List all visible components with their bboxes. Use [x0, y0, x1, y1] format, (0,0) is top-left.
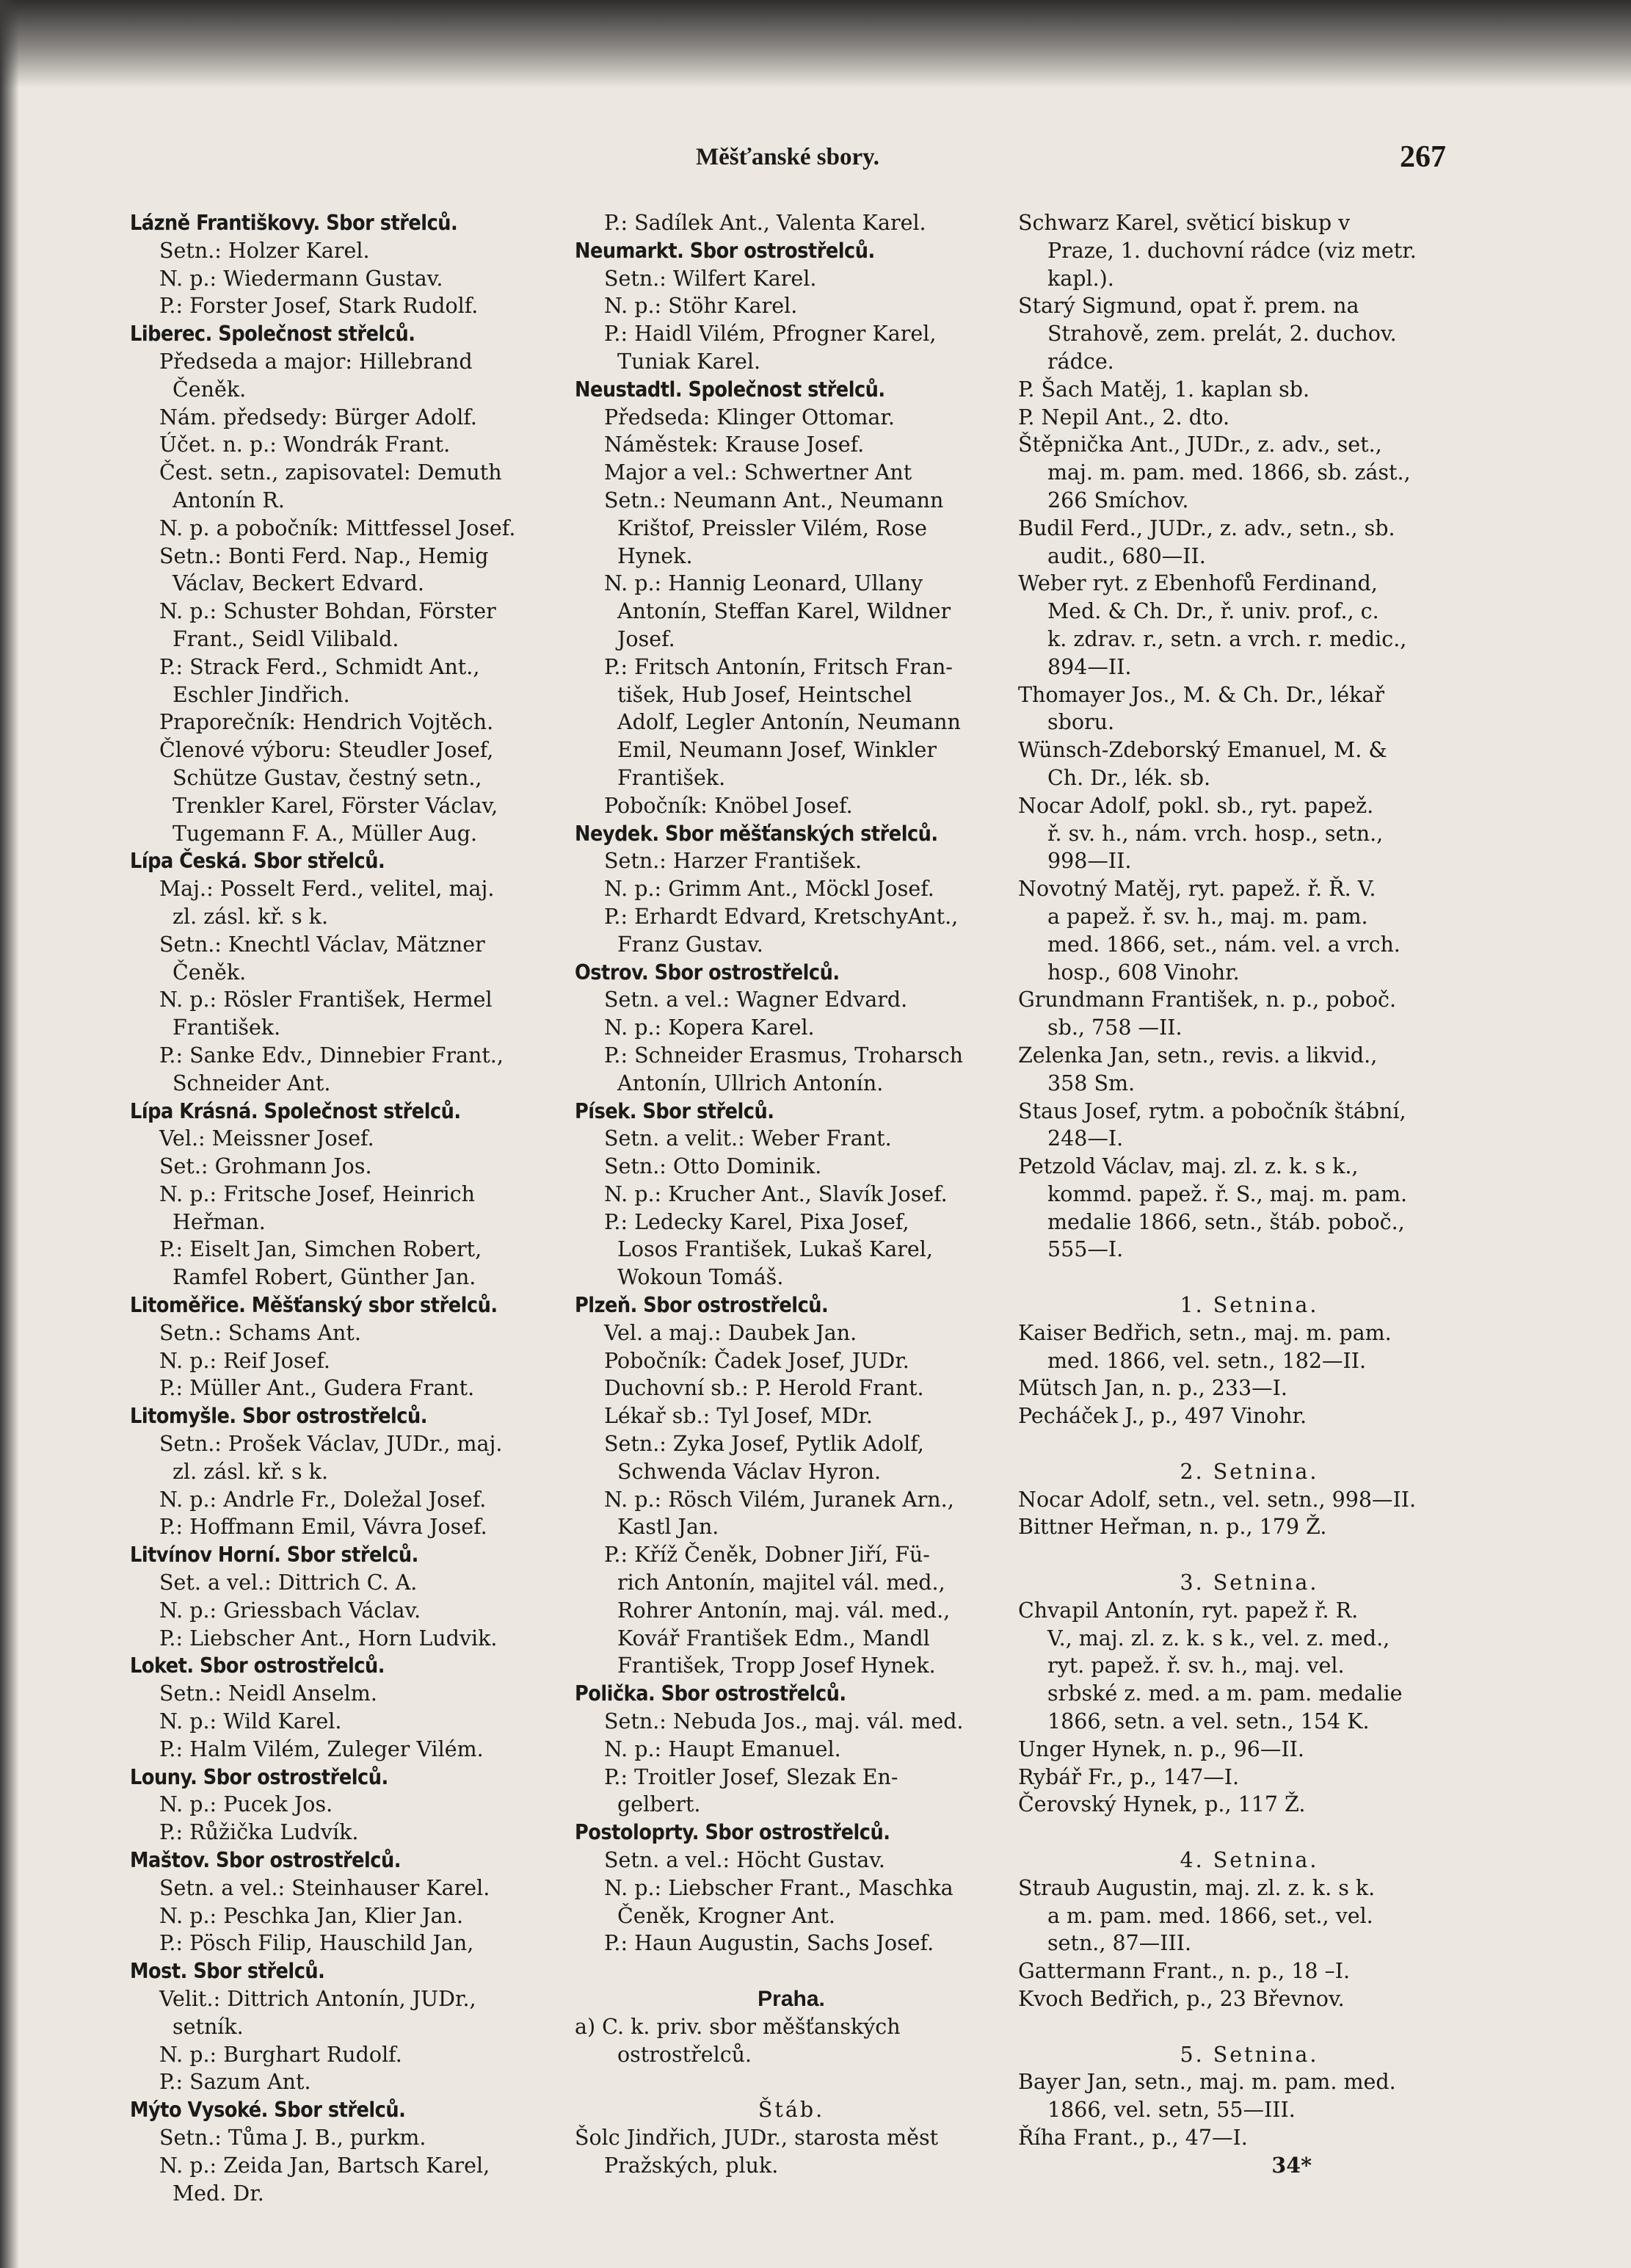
text-line: Rohrer Antonín, maj. vál. med., — [617, 1598, 951, 1623]
text-line: P.: Sanke Edv., Dinnebier Frant., — [159, 1043, 504, 1068]
spacer — [1018, 1819, 1481, 1847]
text-line: ostrostřelců. — [617, 2042, 752, 2067]
text-line: N. p. a pobočník: Mittfessel Josef. — [159, 515, 516, 540]
text-line: N. p.: Grimm Ant., Möckl Josef. — [604, 877, 934, 902]
text-line: setn., 87—III. — [1047, 1931, 1192, 1956]
text-line: Unger Hynek, n. p., 96—II. — [1018, 1736, 1304, 1761]
text-line: Set. a vel.: Dittrich C. A. — [159, 1570, 418, 1595]
text-line: Říha Frant., p., 47—I. — [1018, 2125, 1248, 2150]
text-line: Praze, 1. duchovní rádce (viz metr. — [1047, 238, 1417, 263]
text-line: 4. Setnina. — [1180, 1848, 1319, 1873]
text-line: P.: Halm Vilém, Zuleger Vilém. — [159, 1736, 484, 1761]
text-line: P.: Erhardt Edvard, KretschyAnt., — [604, 904, 959, 929]
text-line: N. p.: Burghart Rudolf. — [159, 2042, 402, 2067]
text-line: Setn.: Bonti Ferd. Nap., Hemig — [159, 543, 489, 568]
text-line: Ramfel Robert, Günther Jan. — [172, 1265, 476, 1290]
text-line: P.: Schneider Erasmus, Troharsch — [604, 1043, 963, 1068]
text-line: Setn.: Schams Ant. — [159, 1320, 361, 1345]
text-line: Hynek. — [617, 543, 693, 568]
text-line: 1866, setn. a vel. setn., 154 K. — [1047, 1709, 1370, 1734]
text-line: Duchovní sb.: P. Herold Frant. — [604, 1376, 924, 1401]
text-line: Účet. n. p.: Wondrák Frant. — [159, 432, 451, 457]
text-line: zl. zásl. kř. s k. — [172, 904, 329, 929]
spacer — [575, 1957, 1008, 1985]
text-line: Maj.: Posselt Ferd., velitel, maj. — [159, 877, 495, 902]
text-line: Předseda a major: Hillebrand — [159, 349, 473, 374]
text-line: Štáb. — [758, 2098, 825, 2123]
text-line: P. Nepil Ant., 2. dto. — [1018, 405, 1230, 430]
text-line: Losos František, Lukaš Karel, — [617, 1237, 933, 1262]
spacer — [1018, 2013, 1481, 2041]
text-line: Praha. — [758, 1987, 825, 2011]
section-heading: Neustadtl. Společnost střelců. — [575, 377, 885, 402]
text-line: Setn.: Tůma J. B., purkm. — [159, 2125, 426, 2150]
text-line: N. p.: Wild Karel. — [159, 1709, 342, 1734]
section-heading: Polička. Sbor ostrostřelců. — [575, 1681, 846, 1706]
spacer — [1018, 1264, 1481, 1291]
text-line: Členové výboru: Steudler Josef, — [159, 738, 494, 763]
text-line: rich Antonín, majitel vál. med., — [617, 1570, 945, 1595]
text-line: Vel.: Meissner Josef. — [159, 1126, 374, 1151]
page-number: 267 — [1400, 140, 1446, 174]
text-line: N. p.: Pucek Jos. — [159, 1792, 333, 1817]
text-line: Setn.: Harzer František. — [604, 849, 862, 874]
text-line: Wokoun Tomáš. — [617, 1265, 784, 1290]
text-line: Setn.: Neidl Anselm. — [159, 1681, 377, 1706]
text-line: audit., 680—II. — [1047, 543, 1206, 568]
text-line: Starý Sigmund, opat ř. prem. na — [1018, 294, 1359, 319]
text-line: N. p.: Stöhr Karel. — [604, 294, 798, 319]
text-line: Setn.: Nebuda Jos., maj. vál. med. — [604, 1709, 964, 1734]
spacer — [1018, 1541, 1481, 1569]
text-line: Velit.: Dittrich Antonín, JUDr., — [159, 1987, 476, 2011]
section-heading: Most. Sbor střelců. — [130, 1959, 325, 1984]
spacer — [575, 2068, 1008, 2096]
text-line: P.: Haun Augustin, Sachs Josef. — [604, 1931, 934, 1956]
section-heading: Neydek. Sbor měšťanských střelců. — [575, 821, 938, 846]
text-line: kapl.). — [1047, 266, 1114, 291]
text-line: a) C. k. priv. sbor měšťanských — [575, 2014, 901, 2039]
text-line: Franz Gustav. — [617, 932, 763, 957]
text-line: Antonín, Steffan Karel, Wildner — [617, 599, 951, 624]
section-heading: Litomyšle. Sbor ostrostřelců. — [130, 1404, 427, 1429]
text-line: tišek, Hub Josef, Heintschel — [617, 682, 912, 707]
section-heading: Louny. Sbor ostrostřelců. — [130, 1764, 388, 1789]
text-line: N. p.: Schuster Bohdan, Förster — [159, 599, 496, 624]
section-heading: Neumarkt. Sbor ostrostřelců. — [575, 238, 875, 263]
text-line: Gattermann Frant., n. p., 18 –I. — [1018, 1959, 1351, 1984]
text-line: N. p.: Fritsche Josef, Heinrich — [159, 1181, 476, 1206]
text-line: N. p.: Wiedermann Gustav. — [159, 266, 443, 291]
text-line: Nocar Adolf, setn., vel. setn., 998—II. — [1018, 1487, 1417, 1512]
text-line: Setn.: Neumann Ant., Neumann — [604, 488, 944, 512]
text-line: Setn. a vel.: Wagner Edvard. — [604, 988, 908, 1012]
text-line: Čeněk, Krogner Ant. — [617, 1903, 835, 1928]
text-line: Set.: Grohmann Jos. — [159, 1154, 372, 1179]
text-line: Bittner Heřman, n. p., 179 Ž. — [1018, 1515, 1327, 1540]
text-line: František. — [172, 1015, 281, 1040]
text-line: Kovář František Edm., Mandl — [617, 1626, 930, 1651]
text-line: P.: Müller Ant., Gudera Frant. — [159, 1376, 475, 1401]
text-line: sboru. — [1047, 710, 1115, 735]
text-line: Schwarz Karel, světicí biskup v — [1018, 211, 1351, 235]
text-column-3 — [1018, 209, 1481, 2180]
text-line: med. 1866, set., nám. vel. a vrch. — [1047, 932, 1401, 957]
text-line: Setn.: Wilfert Karel. — [604, 266, 817, 291]
text-line: Setn.: Knechtl Václav, Mätzner — [159, 932, 485, 957]
text-line: hosp., 608 Vinohr. — [1047, 960, 1240, 985]
text-line: P.: Kříž Čeněk, Dobner Jiří, Fü- — [604, 1543, 930, 1568]
text-line: Grundmann František, n. p., poboč. — [1018, 988, 1397, 1012]
text-line: setník. — [172, 2014, 244, 2039]
text-line: P.: Sazum Ant. — [159, 2070, 311, 2095]
text-line: Med. & Ch. Dr., ř. univ. prof., c. — [1047, 599, 1379, 624]
text-line: Budil Ferd., JUDr., z. adv., setn., sb. — [1018, 515, 1395, 540]
text-line: maj. m. pam. med. 1866, sb. zást., — [1047, 460, 1411, 485]
text-line: P.: Hoffmann Emil, Vávra Josef. — [159, 1515, 487, 1540]
text-line: 555—I. — [1047, 1237, 1124, 1262]
text-line: Tuniak Karel. — [617, 349, 761, 374]
text-line: Čeněk. — [172, 960, 247, 985]
text-line: 34* — [1271, 2152, 1312, 2178]
section-heading: Písek. Sbor střelců. — [575, 1098, 774, 1123]
text-line: Med. Dr. — [172, 2181, 264, 2206]
text-line: Adolf, Legler Antonín, Neumann — [617, 710, 961, 735]
text-line: 2. Setnina. — [1180, 1459, 1319, 1484]
text-line: P.: Troitler Josef, Slezak En- — [604, 1764, 898, 1789]
text-line: Wünsch-Zdeborský Emanuel, M. & — [1018, 738, 1387, 763]
text-line: kommd. papež. ř. S., maj. m. pam. — [1047, 1181, 1408, 1206]
text-column-2 — [575, 209, 1008, 2180]
text-line: Bayer Jan, setn., maj. m. pam. med. — [1018, 2070, 1396, 2095]
text-line: Tugemann F. A., Müller Aug. — [172, 821, 478, 846]
text-line: P.: Fritsch Antonín, Fritsch Fran- — [604, 654, 953, 679]
running-title: Měšťanské sbory. — [696, 144, 880, 170]
text-line: 358 Sm. — [1047, 1070, 1136, 1095]
page-header — [0, 140, 1631, 188]
text-line: Setn.: Holzer Karel. — [159, 238, 370, 263]
text-line: 5. Setnina. — [1180, 2042, 1319, 2067]
text-line: N. p.: Peschka Jan, Klier Jan. — [159, 1903, 464, 1928]
text-line: Krištof, Preissler Vilém, Rose — [617, 515, 928, 540]
text-line: P.: Ledecky Karel, Pixa Josef, — [604, 1209, 909, 1234]
text-line: Strahově, zem. prelát, 2. duchov. — [1047, 322, 1397, 347]
text-line: srbské z. med. a m. pam. medalie — [1047, 1681, 1403, 1706]
text-line: N. p.: Zeida Jan, Bartsch Karel, — [159, 2153, 490, 2178]
text-line: Schneider Ant. — [172, 1070, 331, 1095]
text-line: Heřman. — [172, 1209, 266, 1234]
text-line: Čeněk. — [172, 377, 247, 402]
text-line: Antonín R. — [172, 488, 285, 512]
text-line: Chvapil Antonín, ryt. papež ř. R. — [1018, 1598, 1359, 1623]
text-line: Náměstek: Krause Josef. — [604, 432, 865, 457]
text-line: Zelenka Jan, setn., revis. a likvid., — [1018, 1043, 1378, 1068]
text-line: 266 Smíchov. — [1047, 488, 1189, 512]
text-line: Kvoch Bedřich, p., 23 Břevnov. — [1018, 1987, 1345, 2011]
text-line: k. zdrav. r., setn. a vrch. r. medic., — [1047, 626, 1407, 651]
section-heading: Plzeň. Sbor ostrostřelců. — [575, 1293, 829, 1318]
text-line: N. p.: Haupt Emanuel. — [604, 1736, 841, 1761]
text-line: Novotný Matěj, ryt. papež. ř. Ř. V. — [1018, 877, 1376, 902]
text-line: Nocar Adolf, pokl. sb., ryt. papež. — [1018, 793, 1374, 818]
text-line: 248—I. — [1047, 1126, 1124, 1151]
text-line: Ch. Dr., lék. sb. — [1047, 765, 1211, 790]
text-line: V., maj. zl. z. k. s k., vel. z. med., — [1047, 1626, 1390, 1651]
text-line: Čerovský Hynek, p., 117 Ž. — [1018, 1792, 1306, 1817]
section-heading: Maštov. Sbor ostrostřelců. — [130, 1848, 401, 1873]
text-line: Josef. — [617, 626, 675, 651]
section-heading: Liberec. Společnost střelců. — [130, 322, 415, 347]
text-line: Setn.: Otto Dominik. — [604, 1154, 822, 1179]
text-line: Praporečník: Hendrich Vojtěch. — [159, 710, 494, 735]
text-line: N. p.: Kopera Karel. — [604, 1015, 815, 1040]
text-line: Frant., Seidl Vilibald. — [172, 626, 399, 651]
text-line: Předseda: Klinger Ottomar. — [604, 405, 895, 430]
text-line: N. p.: Rösler František, Hermel — [159, 988, 493, 1012]
text-line: Pecháček J., p., 497 Vinohr. — [1018, 1404, 1307, 1429]
text-line: rádce. — [1047, 349, 1114, 374]
section-heading: Ostrov. Sbor ostrostřelců. — [575, 960, 840, 985]
text-line: Pražských, pluk. — [604, 2153, 779, 2178]
text-line: Šolc Jindřich, JUDr., starosta měst — [575, 2125, 939, 2150]
text-line: Straub Augustin, maj. zl. z. k. s k. — [1018, 1875, 1376, 1900]
text-line: N. p.: Hannig Leonard, Ullany — [604, 571, 923, 596]
text-line: Nám. předsedy: Bürger Adolf. — [159, 405, 477, 430]
section-heading: Litvínov Horní. Sbor střelců. — [130, 1543, 418, 1568]
text-line: medalie 1866, setn., štáb. poboč., — [1047, 1209, 1405, 1234]
text-line: Setn.: Prošek Václav, JUDr., maj. — [159, 1432, 503, 1457]
text-line: Petzold Václav, maj. zl. z. k. s k., — [1018, 1154, 1359, 1179]
text-line: ř. sv. h., nám. vrch. hosp., setn., — [1047, 821, 1384, 846]
text-line: sb., 758 —II. — [1047, 1015, 1183, 1040]
text-line: P.: Haidl Vilém, Pfrogner Karel, — [604, 322, 937, 347]
text-line: 1. Setnina. — [1180, 1293, 1319, 1318]
text-line: ryt. papež. ř. sv. h., maj. vel. — [1047, 1653, 1345, 1678]
text-line: a papež. ř. sv. h., maj. m. pam. — [1047, 904, 1368, 929]
text-line: Setn. a velit.: Weber Frant. — [604, 1126, 892, 1151]
text-line: 998—II. — [1047, 849, 1132, 874]
text-line: Rybář Fr., p., 147—I. — [1018, 1764, 1240, 1789]
text-line: Václav, Beckert Edvard. — [172, 571, 424, 596]
text-line: Kastl Jan. — [617, 1515, 719, 1540]
text-line: P.: Forster Josef, Stark Rudolf. — [159, 294, 479, 319]
text-column-1 — [130, 209, 581, 2207]
text-line: Staus Josef, rytm. a pobočník štábní, — [1018, 1098, 1406, 1123]
text-line: zl. zásl. kř. s k. — [172, 1459, 329, 1484]
text-line: Weber ryt. z Ebenhofů Ferdinand, — [1018, 571, 1378, 596]
text-line: 1866, vel. setn, 55—III. — [1047, 2098, 1296, 2123]
text-line: Mütsch Jan, n. p., 233—I. — [1018, 1376, 1287, 1401]
text-line: Setn. a vel.: Steinhauser Karel. — [159, 1875, 490, 1900]
text-line: N. p.: Liebscher Frant., Maschka — [604, 1875, 953, 1900]
text-line: P.: Liebscher Ant., Horn Ludvik. — [159, 1626, 498, 1651]
text-line: 3. Setnina. — [1180, 1570, 1319, 1595]
text-line: N. p.: Andrle Fr., Doležal Josef. — [159, 1487, 487, 1512]
text-line: N. p.: Reif Josef. — [159, 1348, 330, 1373]
section-heading: Litoměřice. Měšťanský sbor střelců. — [130, 1293, 498, 1318]
text-line: Emil, Neumann Josef, Winkler — [617, 738, 937, 763]
text-line: Major a vel.: Schwertner Ant — [604, 460, 912, 485]
text-line: Lékař sb.: Tyl Josef, MDr. — [604, 1404, 873, 1429]
text-line: gelbert. — [617, 1792, 701, 1817]
text-line: med. 1866, vel. setn., 182—II. — [1047, 1348, 1367, 1373]
text-line: Schwenda Václav Hyron. — [617, 1459, 882, 1484]
text-line: N. p.: Rösch Vilém, Juranek Arn., — [604, 1487, 954, 1512]
text-line: Antonín, Ullrich Antonín. — [617, 1070, 884, 1095]
text-line: Pobočník: Knöbel Josef. — [604, 793, 853, 818]
text-line: František, Tropp Josef Hynek. — [617, 1653, 936, 1678]
text-line: Čest. setn., zapisovatel: Demuth — [159, 460, 502, 485]
section-heading: Postoloprty. Sbor ostrostřelců. — [575, 1820, 890, 1845]
text-line: Štěpnička Ant., JUDr., z. adv., set., — [1018, 432, 1382, 457]
spacer — [1018, 1430, 1481, 1458]
text-line: Pobočník: Čadek Josef, JUDr. — [604, 1348, 909, 1373]
text-line: P.: Sadílek Ant., Valenta Karel. — [604, 211, 926, 235]
text-line: P. Šach Matěj, 1. kaplan sb. — [1018, 377, 1310, 402]
text-line: Setn.: Zyka Josef, Pytlik Adolf, — [604, 1432, 924, 1457]
text-line: Thomayer Jos., M. & Ch. Dr., lékař — [1018, 682, 1384, 707]
text-line: P.: Růžička Ludvík. — [159, 1820, 359, 1845]
text-line: Vel. a maj.: Daubek Jan. — [604, 1320, 857, 1345]
text-line: František. — [617, 765, 726, 790]
text-line: a m. pam. med. 1866, set., vel. — [1047, 1903, 1373, 1928]
text-line: Schütze Gustav, čestný setn., — [172, 765, 482, 790]
section-heading: Mýto Vysoké. Sbor střelců. — [130, 2098, 406, 2123]
section-heading: Lípa Krásná. Společnost střelců. — [130, 1098, 461, 1123]
text-line: N. p.: Krucher Ant., Slavík Josef. — [604, 1181, 948, 1206]
text-line: Trenkler Karel, Förster Václav, — [172, 793, 498, 818]
section-heading: Loket. Sbor ostrostřelců. — [130, 1653, 385, 1678]
section-heading: Lázně Františkovy. Sbor střelců. — [130, 211, 458, 235]
section-heading: Lípa Česká. Sbor střelců. — [130, 849, 385, 874]
text-line: 894—II. — [1047, 654, 1132, 679]
text-line: Kaiser Bedřich, setn., maj. m. pam. — [1018, 1320, 1392, 1345]
text-line: P.: Strack Ferd., Schmidt Ant., — [159, 654, 480, 679]
text-line: P.: Pösch Filip, Hauschild Jan, — [159, 1931, 474, 1956]
text-line: N. p.: Griessbach Václav. — [159, 1598, 421, 1623]
text-line: P.: Eiselt Jan, Simchen Robert, — [159, 1237, 482, 1262]
text-line: Setn. a vel.: Höcht Gustav. — [604, 1848, 885, 1873]
text-line: Eschler Jindřich. — [172, 682, 350, 707]
